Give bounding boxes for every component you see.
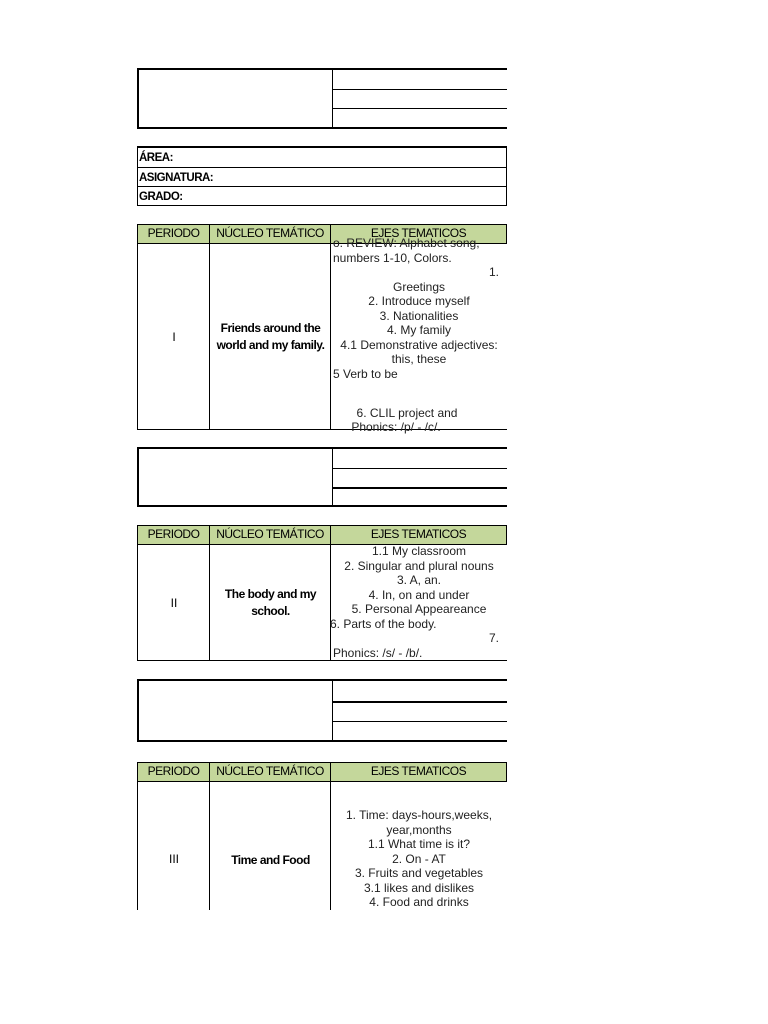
header-periodo: PERIODO <box>138 526 210 544</box>
eje-line: 2. Introduce myself <box>368 294 470 308</box>
eje-line: 4. In, on and under <box>368 587 470 602</box>
eje-line: 6. CLIL project and <box>356 405 458 420</box>
eje-line: numbers 1-10, Colors. <box>333 250 452 265</box>
header-logo-cell <box>139 449 333 505</box>
header-ejes: EJES TEMATICOS <box>370 527 467 541</box>
eje-line: 5 Verb to be <box>333 366 398 381</box>
eje-line: o. REVIEW: Alphabet song, <box>333 236 480 250</box>
nucleo-cell: The body and my school. <box>224 586 317 618</box>
area-label: ÁREA: <box>139 152 173 164</box>
period-table-3 <box>137 762 507 912</box>
header-logo-cell <box>139 681 333 740</box>
ejes-cell <box>330 544 505 660</box>
header-nucleo: NÚCLEO TEMÁTICO <box>210 763 331 781</box>
eje-line: 5. Personal Appeareance <box>351 602 487 616</box>
header-ejes: EJES TEMATICOS <box>370 226 467 240</box>
periodo-cell: I <box>172 329 176 344</box>
periodo-cell: III <box>168 852 179 866</box>
eje-line: 2. Singular and plural nouns <box>344 558 494 573</box>
table-header <box>137 525 507 545</box>
eje-line: year,months <box>386 822 452 837</box>
eje-line: Phonics: /s/ - /b/. <box>333 645 423 660</box>
period-table-2 <box>137 525 507 661</box>
period-table-1 <box>137 224 507 434</box>
header-logo-cell <box>139 70 333 127</box>
eje-line: 1.1 What time is it? <box>367 837 471 851</box>
ejes-cell <box>333 236 505 435</box>
eje-line: 4. Food and drinks <box>369 895 469 909</box>
eje-line: Phonics: /p/ - /c/. <box>351 420 441 434</box>
periodo-cell: II <box>170 595 178 610</box>
eje-line: 3. A, an. <box>396 573 442 587</box>
eje-spacer <box>333 381 505 396</box>
header-line <box>333 721 507 722</box>
eje-line: 1. <box>488 265 499 279</box>
header-periodo: PERIODO <box>138 225 210 243</box>
eje-line: 3. Nationalities <box>379 308 459 323</box>
eje-line: 3. Fruits and vegetables <box>354 866 484 880</box>
header-block-3 <box>137 679 507 742</box>
table-header <box>137 762 507 782</box>
nucleo-cell: Friends around the world and my family. <box>216 320 325 352</box>
header-line <box>333 487 507 489</box>
eje-line: this, these <box>391 352 447 366</box>
header-line <box>333 701 507 703</box>
eje-line: 4. My family <box>386 323 451 337</box>
eje-line: 6. Parts of the body. <box>330 616 437 631</box>
eje-line: 2. On - AT <box>392 851 446 866</box>
header-line <box>333 468 507 469</box>
header-nucleo: NÚCLEO TEMÁTICO <box>210 526 331 544</box>
grado-label: GRADO: <box>138 186 506 206</box>
header-block-1 <box>137 68 507 129</box>
header-nucleo: NÚCLEO TEMÁTICO <box>210 225 331 243</box>
header-block-2 <box>137 447 507 507</box>
ejes-cell <box>333 808 505 910</box>
eje-line: 7. <box>488 631 499 645</box>
header-ejes: EJES TEMATICOS <box>370 764 467 778</box>
eje-line: 1. Time: days-hours,weeks, <box>345 808 493 822</box>
header-line <box>333 89 507 90</box>
header-line <box>333 108 507 109</box>
eje-line: 4.1 Demonstrative adjectives: <box>340 337 498 352</box>
eje-spacer <box>333 396 505 406</box>
nucleo-cell: Time and Food <box>231 853 310 867</box>
eje-line: Greetings <box>392 279 446 294</box>
eje-line: 3.1 likes and dislikes <box>363 880 475 895</box>
header-periodo: PERIODO <box>138 763 210 781</box>
eje-line: 1.1 My classroom <box>371 544 467 558</box>
asignatura-label: ASIGNATURA: <box>138 167 506 187</box>
info-box <box>137 146 507 206</box>
